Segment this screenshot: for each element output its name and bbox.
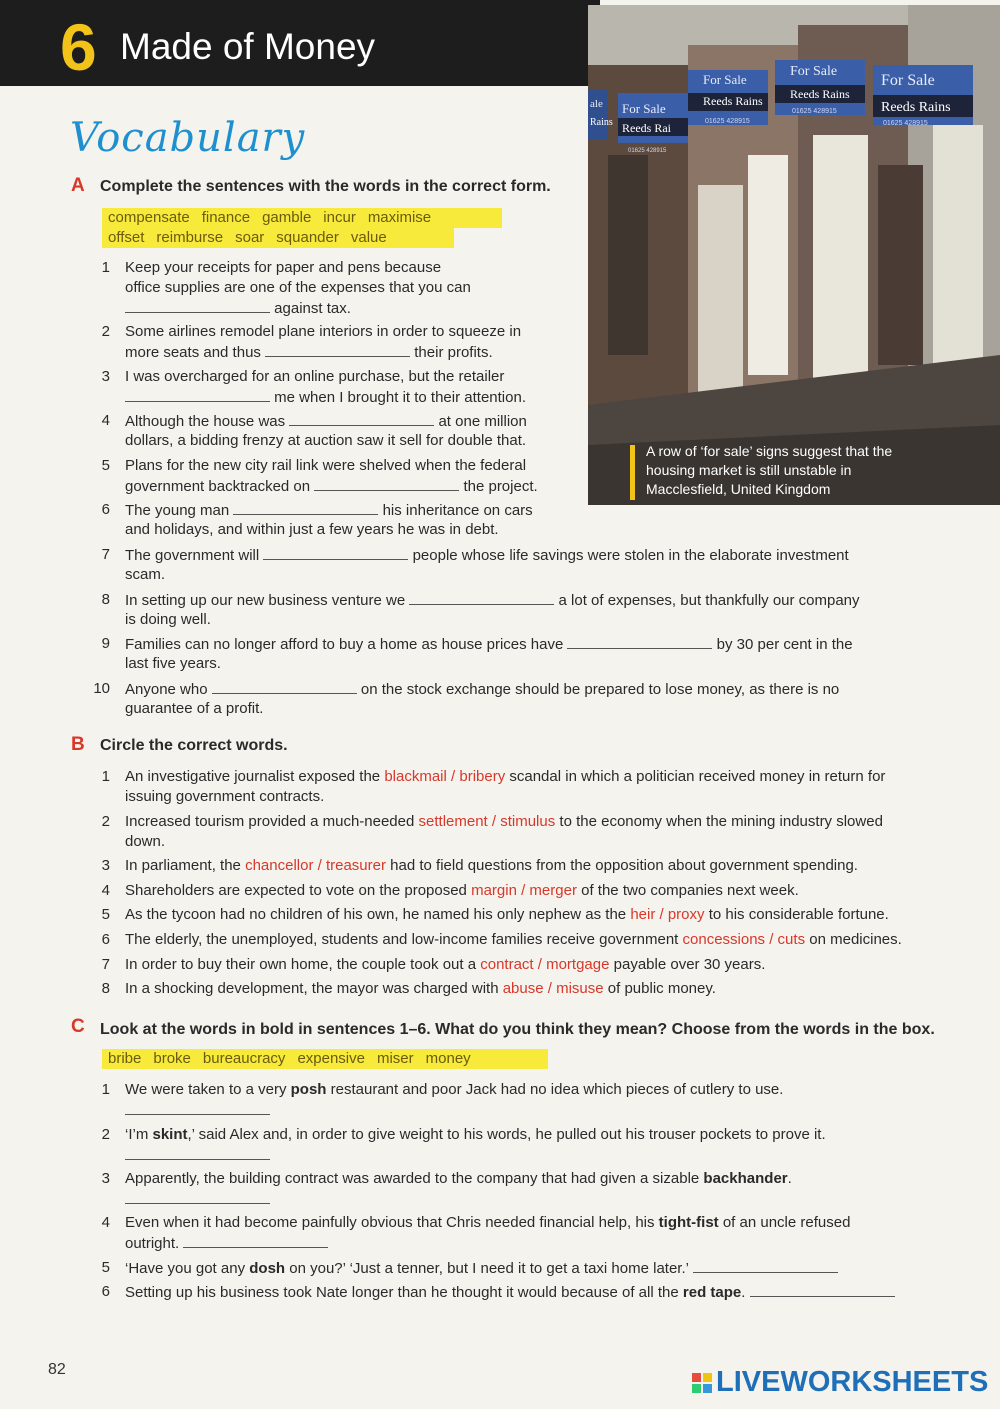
answer-blank[interactable] xyxy=(125,387,270,402)
word-box-c-word: bribe xyxy=(108,1050,142,1067)
answer-line xyxy=(125,1100,270,1121)
word-box-a-word: soar xyxy=(235,229,265,246)
item-text: his inheritance on cars xyxy=(382,502,533,519)
answer-line xyxy=(125,1189,270,1210)
item-text: An investigative journalist exposed the xyxy=(125,768,381,785)
list-item: Keep your receipts for paper and pens because xyxy=(125,259,442,276)
item-text: of the two companies next week. xyxy=(581,882,799,899)
item-text: ,’ said Alex and, in order to give weight to his words, he pulled out his trouser pockets to prove it. xyxy=(187,1126,826,1143)
answer-blank[interactable] xyxy=(233,500,378,515)
list-item xyxy=(125,1169,792,1189)
item-text: the project. xyxy=(463,478,538,495)
bold-word: red tape xyxy=(682,1284,742,1301)
word-box-c-word: bureaucracy xyxy=(202,1050,286,1067)
sign-1-line2: Reeds Rains xyxy=(703,94,763,108)
list-item xyxy=(125,905,889,925)
item-text: to the economy when the mining industry slowed xyxy=(559,813,883,830)
item-text: Although the house was xyxy=(125,413,286,430)
word-choice[interactable]: contract / mortgage xyxy=(480,956,610,973)
item-text: . xyxy=(741,1284,746,1301)
item-text: people whose life savings were stolen in the elaborate investment xyxy=(412,547,849,564)
item-number: 8 xyxy=(101,591,110,608)
item-text: at one million xyxy=(438,413,527,430)
item-text: more seats and thus xyxy=(125,344,261,361)
word-box-c-word: broke xyxy=(153,1050,191,1067)
word-box-c-word: miser xyxy=(376,1050,414,1067)
item-text: on you?’ ‘Just a tenner, but I need it to get a taxi home later.’ xyxy=(289,1260,689,1277)
sign-2-line2: Reeds Rains xyxy=(790,87,850,101)
item-text: scandal in which a politician received money in return for xyxy=(509,768,886,785)
answer-blank[interactable] xyxy=(125,1145,270,1160)
item-number: 2 xyxy=(101,813,110,830)
item-number: 1 xyxy=(101,259,110,276)
list-item: last five years. xyxy=(125,655,221,672)
section-a-letter: A xyxy=(71,175,85,196)
list-item xyxy=(125,812,883,832)
item-number: 5 xyxy=(101,906,110,923)
answer-blank[interactable] xyxy=(409,590,554,605)
chapter-title: Made of Money xyxy=(120,26,376,67)
item-text: to his considerable fortune. xyxy=(708,906,889,923)
list-item xyxy=(125,387,526,408)
list-item: office supplies are one of the expenses that you can xyxy=(125,279,471,296)
item-number: 3 xyxy=(101,1170,110,1187)
item-text: had to field questions from the opposition about government spending. xyxy=(390,857,858,874)
list-item xyxy=(125,342,493,363)
sign-3-line2: Reeds Rains xyxy=(881,100,951,115)
list-item: Some airlines remodel plane interiors in order to squeeze in xyxy=(125,323,522,340)
answer-line xyxy=(125,1145,270,1166)
list-item xyxy=(125,411,527,432)
list-item xyxy=(125,634,853,655)
sign-5-line2: Rains xyxy=(590,117,613,128)
item-text: Families can no longer afford to buy a home as house prices have xyxy=(125,636,564,653)
list-item: is doing well. xyxy=(125,611,211,628)
item-number: 6 xyxy=(101,931,110,948)
item-text: of public money. xyxy=(607,980,716,997)
item-number: 2 xyxy=(101,323,110,340)
item-text: on medicines. xyxy=(809,931,902,948)
word-box-c-word: expensive xyxy=(297,1050,365,1067)
item-text: Setting up his business took Nate longer than he thought it would because of all the xyxy=(125,1284,679,1301)
item-text: their profits. xyxy=(414,344,493,361)
item-text: by 30 per cent in the xyxy=(716,636,853,653)
sign-5-line1: ale xyxy=(590,98,603,110)
word-choice[interactable]: margin / merger xyxy=(471,882,577,899)
section-a-instruction: Complete the sentences with the words in the correct form. xyxy=(100,178,551,195)
item-text: outright. xyxy=(125,1235,180,1252)
list-item xyxy=(125,767,885,787)
section-b-letter: B xyxy=(71,734,85,755)
word-box-a-word: incur xyxy=(323,209,356,226)
list-item xyxy=(125,856,858,876)
item-number: 5 xyxy=(101,457,110,474)
list-item xyxy=(125,476,538,497)
word-box-a-word: maximise xyxy=(367,209,432,226)
item-text: ‘I’m xyxy=(125,1126,149,1143)
item-number: 4 xyxy=(101,882,110,899)
item-text: The young man xyxy=(125,502,230,519)
chapter-header xyxy=(0,0,600,86)
sign-1-phone: 01625 428915 xyxy=(705,118,750,125)
list-item: guarantee of a profit. xyxy=(125,700,264,717)
word-box-c xyxy=(102,1049,548,1069)
sign-2-line1: For Sale xyxy=(790,64,838,79)
item-text: me when I brought it to their attention. xyxy=(274,389,526,406)
section-c-letter: C xyxy=(71,1016,85,1037)
item-text: restaurant and poor Jack had no idea which pieces of cutlery to use. xyxy=(330,1081,784,1098)
item-text: Apparently, the building contract was awarded to the company that had given a sizable xyxy=(125,1170,700,1187)
answer-blank[interactable] xyxy=(125,1189,270,1204)
item-text: In order to buy their own home, the couple took out a xyxy=(125,956,477,973)
list-item xyxy=(125,500,533,521)
chapter-number: 6 xyxy=(60,10,97,84)
item-text: . xyxy=(787,1170,792,1187)
answer-blank[interactable] xyxy=(314,476,459,491)
item-number: 1 xyxy=(101,768,110,785)
item-text: government backtracked on xyxy=(125,478,311,495)
item-number: 3 xyxy=(101,368,110,385)
item-text: In a shocking development, the mayor was charged with xyxy=(125,980,499,997)
answer-blank[interactable] xyxy=(263,545,408,560)
bold-word: backhander xyxy=(703,1170,788,1187)
item-text: Shareholders are expected to vote on the proposed xyxy=(125,882,467,899)
liveworksheets-logo[interactable]: LIVEWORKSHEETS xyxy=(716,1366,989,1398)
item-text: In setting up our new business venture we xyxy=(125,592,406,609)
sign-1-line1: For Sale xyxy=(703,72,747,87)
list-item: down. xyxy=(125,833,166,850)
item-text: Increased tourism provided a much-needed xyxy=(125,813,415,830)
list-item xyxy=(125,1080,783,1100)
list-item xyxy=(125,590,860,611)
list-item: scam. xyxy=(125,566,166,583)
word-choice[interactable]: heir / proxy xyxy=(630,906,705,923)
answer-blank[interactable] xyxy=(125,1100,270,1115)
word-choice[interactable]: settlement / stimulus xyxy=(418,813,556,830)
answer-blank[interactable] xyxy=(567,634,712,649)
bold-word: tight-fist xyxy=(658,1214,719,1231)
item-number: 4 xyxy=(101,412,110,429)
item-number: 7 xyxy=(101,546,110,563)
item-number: 7 xyxy=(101,956,110,973)
answer-blank[interactable] xyxy=(289,411,434,426)
list-item: I was overcharged for an online purchase, but the retailer xyxy=(125,368,505,385)
item-text: ‘Have you got any xyxy=(125,1260,246,1277)
bold-word: skint xyxy=(152,1126,188,1143)
sign-3-phone: 01625 428915 xyxy=(883,120,928,127)
answer-blank[interactable] xyxy=(212,679,357,694)
list-item xyxy=(125,979,716,999)
list-item xyxy=(125,955,765,975)
sign-4-phone: 01625 428915 xyxy=(628,148,667,154)
list-item xyxy=(125,1213,850,1233)
section-c-instruction: Look at the words in bold in sentences 1–6. What do you think they mean? Choose from the words in the box. xyxy=(100,1021,935,1038)
word-choice[interactable]: abuse / misuse xyxy=(502,980,604,997)
item-number: 4 xyxy=(101,1214,110,1231)
list-item: and holidays, and within just a few years he was in debt. xyxy=(125,521,499,538)
list-item xyxy=(125,545,849,566)
sign-4-line1: For Sale xyxy=(622,101,666,116)
word-box-a-word: offset xyxy=(108,229,145,246)
item-text: against tax. xyxy=(274,300,351,317)
item-text: on the stock exchange should be prepared to lose money, as there is no xyxy=(360,681,840,698)
list-item xyxy=(125,1282,895,1303)
answer-blank[interactable] xyxy=(125,298,270,313)
sign-3-line1: For Sale xyxy=(881,72,935,89)
sign-4-line2: Reeds Rai xyxy=(622,121,671,135)
page-number: 82 xyxy=(48,1361,66,1378)
list-item: Plans for the new city rail link were shelved when the federal xyxy=(125,457,527,474)
list-item xyxy=(125,1125,826,1145)
word-choice[interactable]: blackmail / bribery xyxy=(384,768,506,785)
item-number: 6 xyxy=(101,501,110,518)
word-choice[interactable]: chancellor / treasurer xyxy=(245,857,386,874)
item-number: 2 xyxy=(101,1126,110,1143)
word-box-a-word: value xyxy=(350,229,387,246)
item-text: Even when it had become painfully obvious that Chris needed financial help, his xyxy=(125,1214,655,1231)
list-item xyxy=(125,1258,838,1279)
word-box-a-word: finance xyxy=(201,209,251,226)
bold-word: posh xyxy=(290,1081,327,1098)
item-number: 3 xyxy=(101,857,110,874)
item-text: As the tycoon had no children of his own, he named his only nephew as the xyxy=(125,906,627,923)
word-box-a-word: squander xyxy=(276,229,339,246)
item-number: 6 xyxy=(101,1283,110,1300)
item-text: Anyone who xyxy=(125,681,208,698)
word-box-a-row2 xyxy=(102,228,454,248)
item-text: The elderly, the unemployed, students and low-income families receive government xyxy=(125,931,679,948)
item-number: 9 xyxy=(101,635,110,652)
item-text: a lot of expenses, but thankfully our company xyxy=(558,592,860,609)
answer-blank[interactable] xyxy=(750,1282,895,1297)
answer-blank[interactable] xyxy=(183,1233,328,1248)
section-title: Vocabulary xyxy=(70,115,306,161)
answer-blank[interactable] xyxy=(693,1258,838,1273)
item-text: payable over 30 years. xyxy=(613,956,766,973)
word-choice[interactable]: concessions / cuts xyxy=(682,931,806,948)
item-text: We were taken to a very xyxy=(125,1081,287,1098)
list-item xyxy=(125,930,902,950)
word-box-a-word: gamble xyxy=(262,209,312,226)
item-number: 8 xyxy=(101,980,110,997)
word-box-c-word: money xyxy=(425,1050,471,1067)
houses-photo xyxy=(588,5,1000,505)
answer-blank[interactable] xyxy=(265,342,410,357)
liveworksheets-logo-icon xyxy=(692,1373,712,1393)
sign-2-phone: 01625 428915 xyxy=(792,108,837,115)
bold-word: dosh xyxy=(249,1260,286,1277)
list-item xyxy=(125,298,351,319)
item-text: of an uncle refused xyxy=(722,1214,851,1231)
word-box-a-word: compensate xyxy=(108,209,190,226)
list-item xyxy=(125,679,839,700)
word-box-a-word: reimburse xyxy=(156,229,224,246)
section-b-instruction: Circle the correct words. xyxy=(100,737,288,754)
list-item: issuing government contracts. xyxy=(125,788,325,805)
list-item xyxy=(125,881,799,901)
list-item: dollars, a bidding frenzy at auction saw it sell for double that. xyxy=(125,432,527,449)
item-text: The government will xyxy=(125,547,260,564)
item-number: 1 xyxy=(101,1081,110,1098)
item-number: 10 xyxy=(93,680,110,697)
photo-caption: A row of ‘for sale’ signs suggest that the housing market is still unstable in Macclesfield, United Kingdom xyxy=(646,443,893,497)
caption-accent-bar xyxy=(630,445,635,500)
list-item xyxy=(125,1233,328,1254)
item-text: In parliament, the xyxy=(125,857,241,874)
item-number: 5 xyxy=(101,1259,110,1276)
word-box-a-row1 xyxy=(102,208,502,228)
